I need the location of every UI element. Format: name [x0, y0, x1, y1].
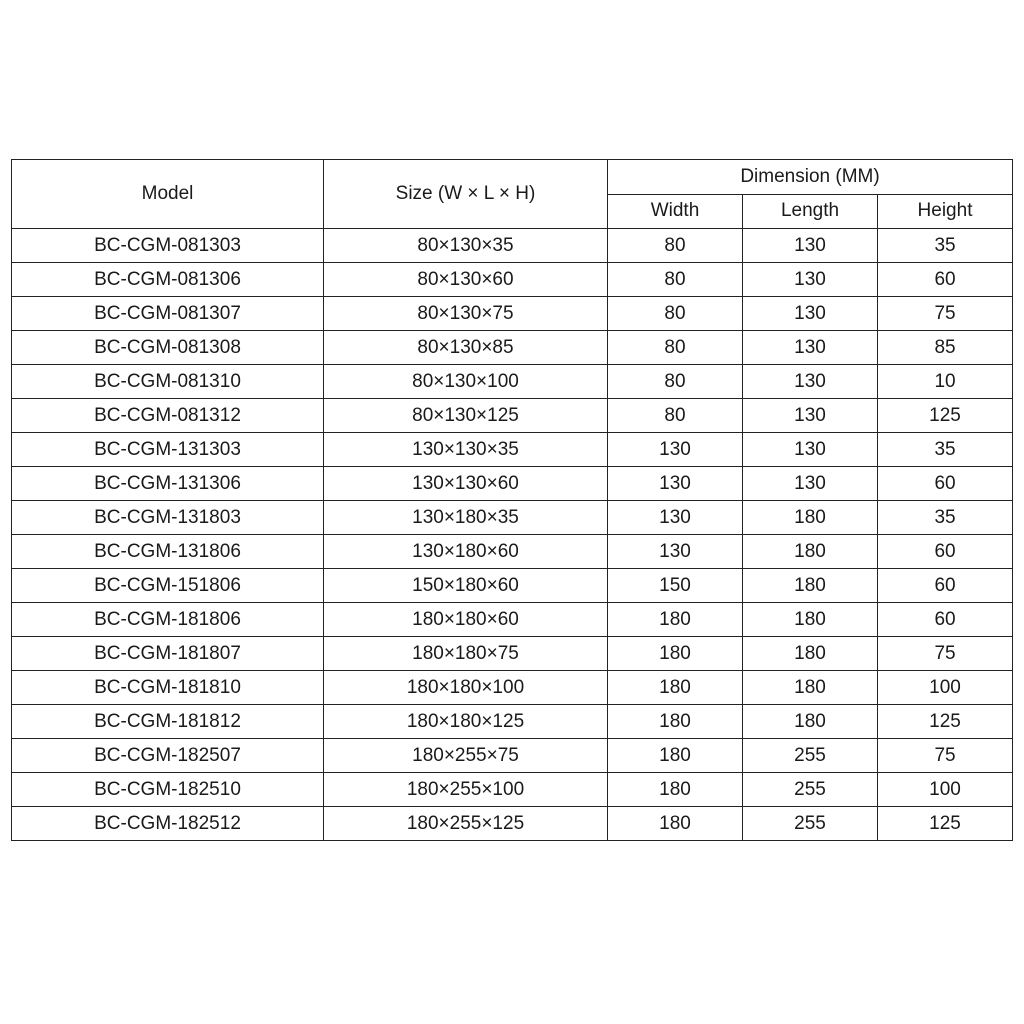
cell-height: 35 — [878, 433, 1013, 467]
cell-length: 130 — [743, 263, 878, 297]
cell-model: BC-CGM-182507 — [12, 739, 324, 773]
cell-model: BC-CGM-081307 — [12, 297, 324, 331]
cell-model: BC-CGM-081308 — [12, 331, 324, 365]
table-row — [12, 705, 1013, 739]
header-dimension: Dimension (MM) — [608, 160, 1013, 195]
cell-width: 180 — [608, 773, 743, 807]
table-row — [12, 399, 1013, 433]
table-row — [12, 297, 1013, 331]
cell-size: 150×180×60 — [324, 569, 608, 603]
cell-length: 180 — [743, 637, 878, 671]
cell-model: BC-CGM-181810 — [12, 671, 324, 705]
cell-width: 130 — [608, 535, 743, 569]
table-row — [12, 569, 1013, 603]
cell-size: 80×130×60 — [324, 263, 608, 297]
cell-width: 180 — [608, 603, 743, 637]
table-row — [12, 603, 1013, 637]
cell-length: 180 — [743, 671, 878, 705]
cell-width: 130 — [608, 433, 743, 467]
cell-model: BC-CGM-131306 — [12, 467, 324, 501]
cell-height: 100 — [878, 671, 1013, 705]
cell-height: 125 — [878, 705, 1013, 739]
cell-size: 130×180×60 — [324, 535, 608, 569]
cell-length: 180 — [743, 603, 878, 637]
cell-height: 125 — [878, 807, 1013, 841]
cell-length: 130 — [743, 433, 878, 467]
cell-height: 60 — [878, 535, 1013, 569]
cell-size: 180×180×100 — [324, 671, 608, 705]
cell-size: 130×180×35 — [324, 501, 608, 535]
cell-length: 180 — [743, 501, 878, 535]
cell-width: 80 — [608, 229, 743, 263]
cell-length: 130 — [743, 399, 878, 433]
table-header — [12, 160, 1013, 229]
cell-height: 60 — [878, 467, 1013, 501]
table-row — [12, 365, 1013, 399]
cell-model: BC-CGM-081310 — [12, 365, 324, 399]
table-row — [12, 671, 1013, 705]
cell-size: 180×180×60 — [324, 603, 608, 637]
cell-size: 180×180×75 — [324, 637, 608, 671]
cell-model: BC-CGM-181807 — [12, 637, 324, 671]
header-height: Height — [878, 194, 1013, 229]
cell-size: 80×130×125 — [324, 399, 608, 433]
cell-width: 180 — [608, 739, 743, 773]
cell-width: 130 — [608, 501, 743, 535]
cell-length: 180 — [743, 535, 878, 569]
table-row — [12, 433, 1013, 467]
cell-model: BC-CGM-131303 — [12, 433, 324, 467]
cell-length: 255 — [743, 773, 878, 807]
cell-width: 80 — [608, 331, 743, 365]
table-row — [12, 739, 1013, 773]
cell-width: 130 — [608, 467, 743, 501]
cell-model: BC-CGM-181812 — [12, 705, 324, 739]
cell-length: 130 — [743, 467, 878, 501]
table-row — [12, 501, 1013, 535]
cell-height: 100 — [878, 773, 1013, 807]
cell-size: 80×130×75 — [324, 297, 608, 331]
cell-height: 60 — [878, 569, 1013, 603]
cell-size: 130×130×35 — [324, 433, 608, 467]
spec-table — [11, 159, 1013, 841]
cell-model: BC-CGM-081303 — [12, 229, 324, 263]
cell-length: 130 — [743, 365, 878, 399]
cell-model: BC-CGM-182510 — [12, 773, 324, 807]
cell-height: 35 — [878, 501, 1013, 535]
cell-length: 180 — [743, 569, 878, 603]
table-row — [12, 229, 1013, 263]
table-row — [12, 637, 1013, 671]
cell-model: BC-CGM-131803 — [12, 501, 324, 535]
cell-width: 180 — [608, 807, 743, 841]
header-length: Length — [743, 194, 878, 229]
cell-width: 80 — [608, 399, 743, 433]
table-row — [12, 331, 1013, 365]
cell-length: 255 — [743, 739, 878, 773]
table-row — [12, 773, 1013, 807]
cell-height: 125 — [878, 399, 1013, 433]
table-row — [12, 807, 1013, 841]
cell-length: 130 — [743, 331, 878, 365]
cell-height: 85 — [878, 331, 1013, 365]
cell-height: 60 — [878, 603, 1013, 637]
cell-size: 180×255×125 — [324, 807, 608, 841]
cell-height: 10 — [878, 365, 1013, 399]
cell-model: BC-CGM-151806 — [12, 569, 324, 603]
table-row — [12, 263, 1013, 297]
cell-model: BC-CGM-182512 — [12, 807, 324, 841]
cell-length: 180 — [743, 705, 878, 739]
cell-width: 150 — [608, 569, 743, 603]
cell-length: 255 — [743, 807, 878, 841]
cell-model: BC-CGM-081306 — [12, 263, 324, 297]
header-row-top — [12, 160, 1013, 195]
cell-model: BC-CGM-181806 — [12, 603, 324, 637]
cell-size: 180×255×75 — [324, 739, 608, 773]
cell-size: 130×130×60 — [324, 467, 608, 501]
header-size: Size (W × L × H) — [324, 160, 608, 229]
cell-width: 80 — [608, 365, 743, 399]
cell-height: 75 — [878, 297, 1013, 331]
cell-height: 35 — [878, 229, 1013, 263]
cell-length: 130 — [743, 229, 878, 263]
cell-width: 180 — [608, 671, 743, 705]
table-body — [12, 229, 1013, 841]
cell-height: 60 — [878, 263, 1013, 297]
cell-model: BC-CGM-131806 — [12, 535, 324, 569]
table-row — [12, 535, 1013, 569]
cell-size: 80×130×85 — [324, 331, 608, 365]
header-width: Width — [608, 194, 743, 229]
table-row — [12, 467, 1013, 501]
cell-width: 80 — [608, 263, 743, 297]
cell-model: BC-CGM-081312 — [12, 399, 324, 433]
cell-size: 180×180×125 — [324, 705, 608, 739]
cell-width: 180 — [608, 637, 743, 671]
cell-height: 75 — [878, 637, 1013, 671]
cell-height: 75 — [878, 739, 1013, 773]
cell-size: 80×130×35 — [324, 229, 608, 263]
cell-size: 180×255×100 — [324, 773, 608, 807]
cell-width: 80 — [608, 297, 743, 331]
cell-size: 80×130×100 — [324, 365, 608, 399]
cell-width: 180 — [608, 705, 743, 739]
header-model: Model — [12, 160, 324, 229]
cell-length: 130 — [743, 297, 878, 331]
